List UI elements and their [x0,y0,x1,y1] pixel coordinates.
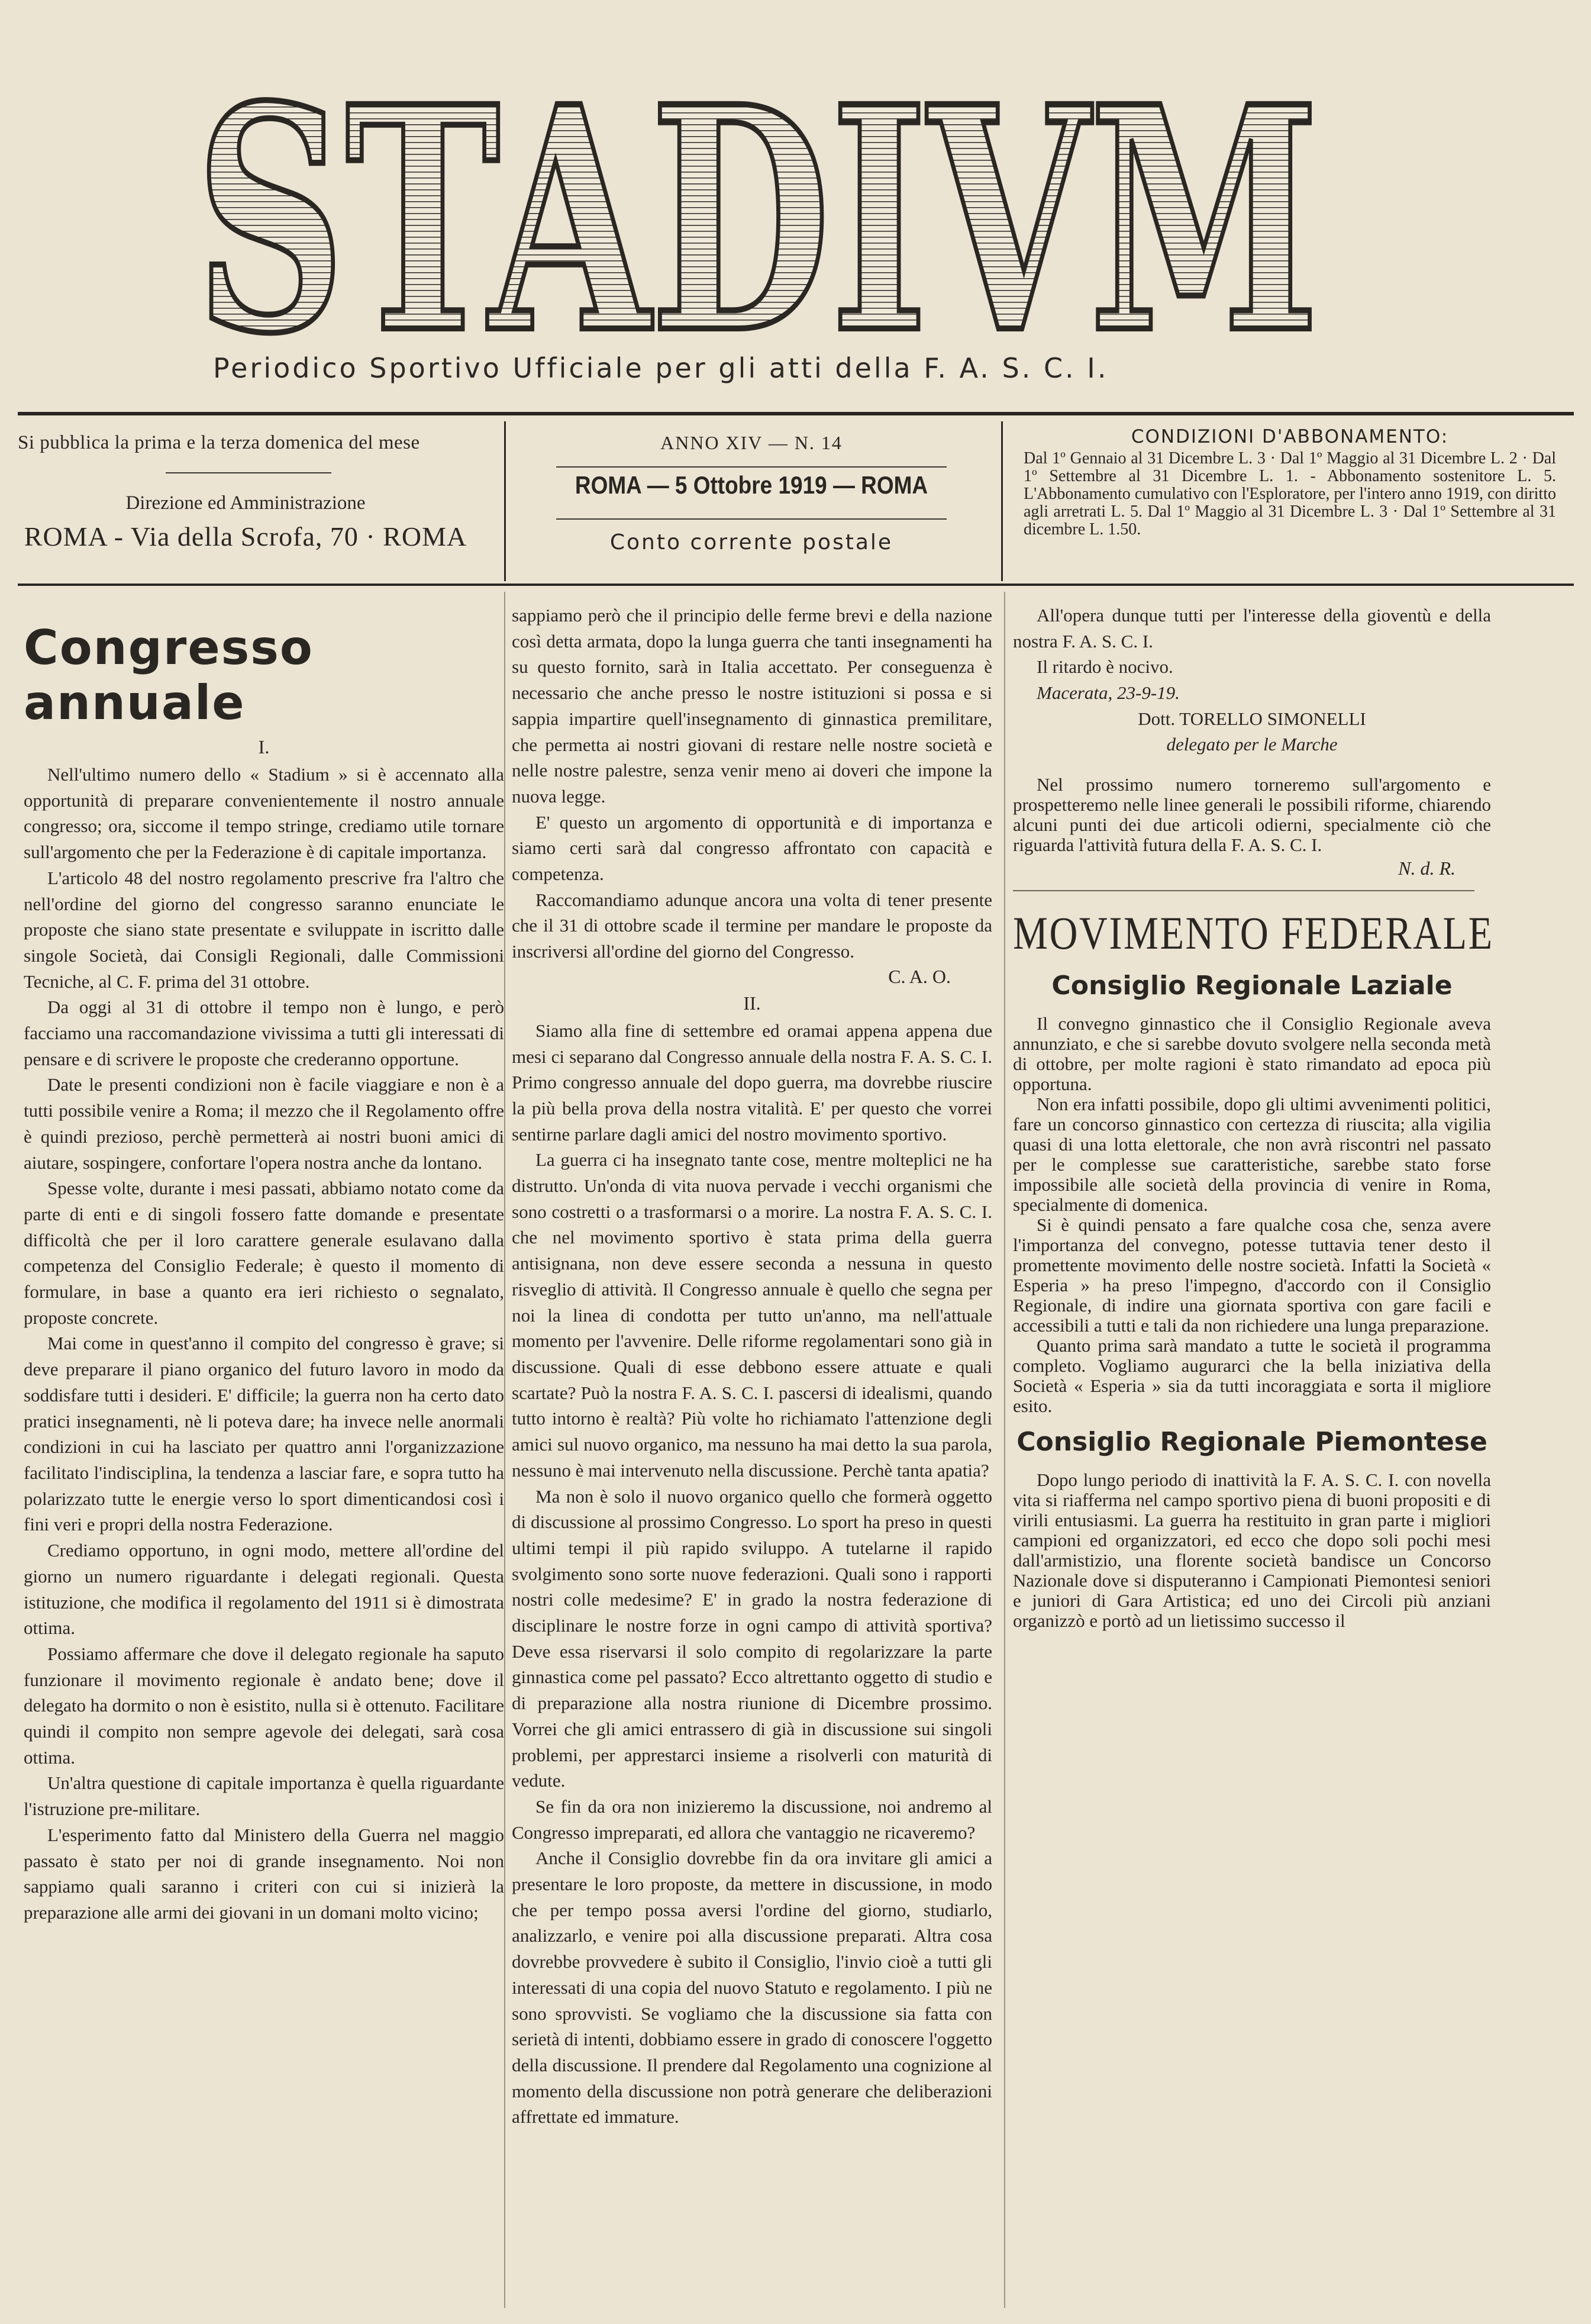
dateline-place: Macerata, 23-9-19. [1037,682,1180,704]
conditions-text: Dal 1º Gennaio al 31 Dicembre L. 3 · Dal 1º Maggio al 31 Dicembre L. 2 · Dal 1º Settembre al 31 Dicembre L. 1. - Abbonamento sostenitore L. 5. L'Abbonamento cumulativo con l'Esploratore, per l'intero anno 1919, con diritto agli arretrati L. 5. Dal 1º Maggio al 31 Dicembre L. 3 · Dal 1º Settembre al 31 dicembre L. 1.50. [1024,449,1556,539]
masthead-logo [178,89,1337,343]
section-number: I. [258,736,270,758]
header-publishing-info [18,421,503,581]
header-issue-info [509,421,994,581]
paragraph: Non era infatti possibile, dopo gli ultimi avvenimenti politici, fare un concorso ginnastico con certezza di riuscita; alla vigilia quasi di una lotta elettorale, che non avrà riscontri nel passato per le complesse sue caratteristiche, sarebbe stato forse impossibile alle società della provincia di venire in Roma, specialmente di domenica. [1013,1093,1491,1215]
column-2 [512,602,992,2130]
editor-note: Nel prossimo numero torneremo sull'argomento e prospetteremo nelle linee generali le possibili riforme, chiarendo alcuni punti dei due articoli odierni, specialmente ciò che riguarda l'attività futura della F. A. S. C. I. [1013,773,1491,855]
paragraph: Mai come in quest'anno il compito del congresso è grave; si deve preparare il piano organico del futuro lavoro in modo da soddisfare tutti i desideri. E' difficile; la guerra non ha certo dato pratici insegnamenti, nè li poteva dare; ha invece nelle anormali condizioni in cui ha lasciato per quattro anni l'organizzazione facilitato l'indisciplina, la tendenza a lasciar fare, e sopra tutto ha polarizzato tutte le energie verso lo sport dimenticandosi così i fini veri e propri della nostra Federazione. [24,1333,504,1535]
paragraph: Crediamo opportuno, in ogni modo, mettere all'ordine del giorno un numero riguardante i delegati regionali. Questa istituzione, che modifica il regolamento del 1911 si è dimostrata ottima. [24,1540,504,1639]
subsection-title-piemonte: Consiglio Regionale Piemontese [1016,1426,1487,1457]
postal-account: Conto corrente postale [609,530,893,555]
paragraph: L'esperimento fatto dal Ministero della Guerra nel maggio passato è stato per noi di grande insegnamento. Noi non sappiamo quali saranno i criteri con cui si inizierà la preparazione alle armi dei giovani in un domani molto vicino; [24,1824,504,1923]
paragraph: Dopo lungo periodo di inattività la F. A. S. C. I. con novella vita si riafferma nel campo sportivo piena di buoni propositi e di virili entusiasmi. La guerra ha restituito in gran parte i migliori campioni ed organizzatori, ed ecco che dopo soli pochi mesi dall'armistizio, una florente società bandisce un Concorso Nazionale dove si disputeranno i Campionati Piemontesi seniori e juniori di Gara Artistica; ed uno dei Circoli più anziani organizzò e portò ad un lietissimo successo il [1013,1469,1491,1631]
paragraph: Raccomandiamo adunque ancora una volta di tener presente che il 31 di ottobre scade il termine per mandare le proposte da inscriversi all'ordine del giorno del Congresso. [512,889,992,962]
address: ROMA - Via della Scrofa, 70 · ROMA [24,521,467,552]
paragraph: All'opera dunque tutti per l'interesse della gioventù e della nostra F. A. S. C. I. [1013,605,1491,652]
stadivm-logo-graphic [178,89,1337,343]
author-role: delegato per le Marche [1166,733,1338,755]
paragraph: Se fin da ora non inizieremo la discussione, noi andremo al Congresso impreparati, ed allora che vantaggio ne ricaveremo? [512,1796,992,1843]
article-title: Congresso annuale [24,620,314,730]
publish-frequency: Si pubblica la prima e la terza domenica del mese [18,432,420,453]
inner-rule [556,466,947,468]
header-top-rule [18,412,1574,415]
masthead-title: STADIVM [195,89,1319,343]
editor-note-signature: N. d. R. [1398,857,1456,879]
direction-label: Direzione ed Amministrazione [125,492,366,514]
subsection-title-lazio: Consiglio Regionale Laziale [1051,970,1453,1001]
paragraph: Si è quindi pensato a fare qualche cosa che, senza avere l'importanza del convegno, potesse tuttavia tener desto il promettente movimento delle nostre società. Infatti la Società « Esperia » ha preso l'impegno, d'accordo con il Consiglio Regionale, di indire una giornata sportiva con gare facili e accessibili a tutti e tali da non richiedere una lunga preparazione. [1013,1214,1491,1336]
signature-initials: C. A. O. [888,965,951,987]
header-divider-2 [1001,421,1003,581]
paragraph: Un'altra questione di capitale importanza è quella riguardante l'istruzione pre-militare. [24,1772,504,1820]
paragraph: Spesse volte, durante i mesi passati, abbiamo notato come da parte di enti e di singoli fossero fatte domande e presentate difficoltà che per il loro carattere generale esulavano dalla competenza del Consiglio Federale; è questo il momento di formulare, in base a quanto era ieri richiesto o segnalato, proposte concrete. [24,1178,504,1328]
paragraph: Date le presenti condizioni non è facile viaggiare e non è a tutti possibile venire a Roma; il mezzo che il Regolamento offre è quindi prezioso, perchè permetterà ai nostri buoni amici di aiutare, sospingere, confortare l'opera nostra anche da lontano. [24,1074,504,1173]
inner-rule [166,472,331,473]
paragraph: Ma non è solo il nuovo organico quello che formerà oggetto di discussione al prossimo Congresso. Lo sport ha preso in questi ultimi tempi il più rapido sviluppo. A tutelarne il rapido svolgimento sono sorte nuove federazioni. Quali sono i rapporti nostri colle medesime? E' in grado la nostra federazione di disciplinare le nostre forze in ogni campo di attività sportiva? Deve essa riservarsi il solo compito di regolarizzare la parte ginnastica come pel passato? Ecco altrettanto oggetto di studio e di preparazione alla nostra riunione di Dicembre prossimo. Vorrei che gli amici entrassero di già in discussione sui singoli problemi, per apprestarci insieme a risolverli con maturità di vedute. [512,1485,992,1791]
paragraph: Da oggi al 31 di ottobre il tempo non è lungo, e però facciamo una raccomandazione vivissima a tutti gli interessati di pensare e di scrivere le proposte che crederanno opportune. [24,997,504,1069]
paragraph: sappiamo però che il principio delle ferme brevi e della nazione così detta armata, dopo la lunga guerra che tanti insegnamenti ha su questo fornito, sarà in Italia accettato. Per conseguenza è necessario che anche presso le nostre istituzioni si possa e si sappia impartire quell'insegnamento di ginnastica premilitare, che permetta ai nostri giovani di restare nelle nostre società e nelle nostre palestre, senza venir meno ai doveri che impone la nuova legge. [512,605,992,807]
column-1 [24,602,504,1926]
issue-year: ANNO XIV — N. 14 [660,432,843,453]
column-divider-2 [1004,592,1005,2308]
inner-rule [556,518,947,520]
conditions-title: CONDIZIONI D'ABBONAMENTO: [1131,426,1449,447]
masthead-subtitle: Periodico Sportivo Ufficiale per gli atti della F. A. S. C. I. [213,352,1109,384]
paragraph: Nell'ultimo numero dello « Stadium » si è accennato alla opportunità di preparare convenientemente il nostro annuale congresso; ora, siccome il tempo stringe, crediamo utile tornare sull'argomento che per la Federazione è di capitale importanza. [24,764,504,863]
paragraph: La guerra ci ha insegnato tante cose, mentre molteplici ne ha distrutto. Un'onda di vita nuova pervade i vecchi organismi che sono costretti o a trasformarsi o a morire. La nostra F. A. S. C. I. che nel movimento sportivo è stata prima della guerra antisignana, non deve essere seconda a nessuna in questo risveglio di attività. Il Congresso annuale è quello che segna per noi la linea di condotta per tutto un'anno, ma nell'attuale momento per l'avvenire. Delle riforme regolamentari sono già in discussione. Quali di esse debbono essere attuate e quali scartate? Può la nostra F. A. S. C. I. pascersi di idealismi, quando tutto intorno è realtà? Più volte ho richiamato l'attenzione degli amici sul nuovo organico, ma nessuno ha mai detto la sua parola, nessuno è mai intervenuto nella discussione. Perchè tanta apatia? [512,1149,992,1481]
header-subscription-info [1006,421,1574,581]
paragraph: Possiamo affermare che dove il delegato regionale ha saputo funzionare il movimento regionale è andato bene; dove il delegato ha dormito o non è esistito, nulla si è ottenuto. Facilitare quindi il compito non sempre agevole dei delegati, sarà cosa ottima. [24,1643,504,1768]
paragraph: Il ritardo è nocivo. [1037,656,1173,678]
section-number: II. [743,992,761,1014]
paragraph: E' questo un argomento di opportunità e di importanza e siamo certi sarà dal congresso affrontato con capacità e competenza. [512,811,992,885]
column-3 [1013,602,1494,1631]
paragraph: Quanto prima sarà mandato a tutte le società il programma completo. Vogliamo augurarci che la bella iniziativa della Società « Esperia » sia da tutti incoraggiata e sorta il migliore esito. [1013,1335,1491,1416]
header-bottom-rule [18,584,1574,586]
author-name: Dott. TORELLO SIMONELLI [1138,708,1366,729]
paragraph: Siamo alla fine di settembre ed oramai appena appena due mesi ci separano dal Congresso annuale della nostra F. A. S. C. I. Primo congresso annuale del dopo guerra, ma dovrebbe riuscire la più bella prova della nostra vitalità. E' per questo che vorrei sentirne parlare dagli amici del nostro movimento sportivo. [512,1020,992,1145]
column-divider-1 [504,592,505,2308]
section-title: MOVIMENTO FEDERALE [1013,907,1494,959]
paragraph: Il convegno ginnastico che il Consiglio Regionale aveva annunziato, e che si sarebbe dovuto svolgere nella seconda metà di ottobre, per molte ragioni è stato rimandato ad epoca più opportuna. [1013,1013,1491,1094]
paragraph: Anche il Consiglio dovrebbe fin da ora invitare gli amici a presentare le loro proposte, da mettere in discussione, in modo che per tempo possa aversi l'ordine del giorno, studiarlo, analizzarlo, e venire poi alla discussione preparati. Altra cosa dovrebbe provvedere è subito il Consiglio, l'invio cioè a tutti gli interessati di una copia del nuovo Statuto e regolamento. I più ne sono sprovvisti. Se vogliamo che la discussione sia fatta con serietà di intenti, dobbiamo essere in grado di conoscere l'oggetto della discussione. Il prendere dal Regolamento una cognizione al momento della discussione non potrà generare che deliberazioni affrettate ed immature. [512,1848,992,2128]
header-divider-1 [504,421,506,581]
section-rule [1013,890,1474,891]
paragraph: L'articolo 48 del nostro regolamento prescrive fra l'altro che nell'ordine del giorno del congresso saranno enunciate le proposte che siano state presentate e sviluppate in iscritto dalle singole Società, dai Consigli Regionali, dalle Commissioni Tecniche, al C. F. prima del 31 ottobre. [24,867,504,992]
dateline: ROMA — 5 Ottobre 1919 — ROMA [575,471,928,499]
